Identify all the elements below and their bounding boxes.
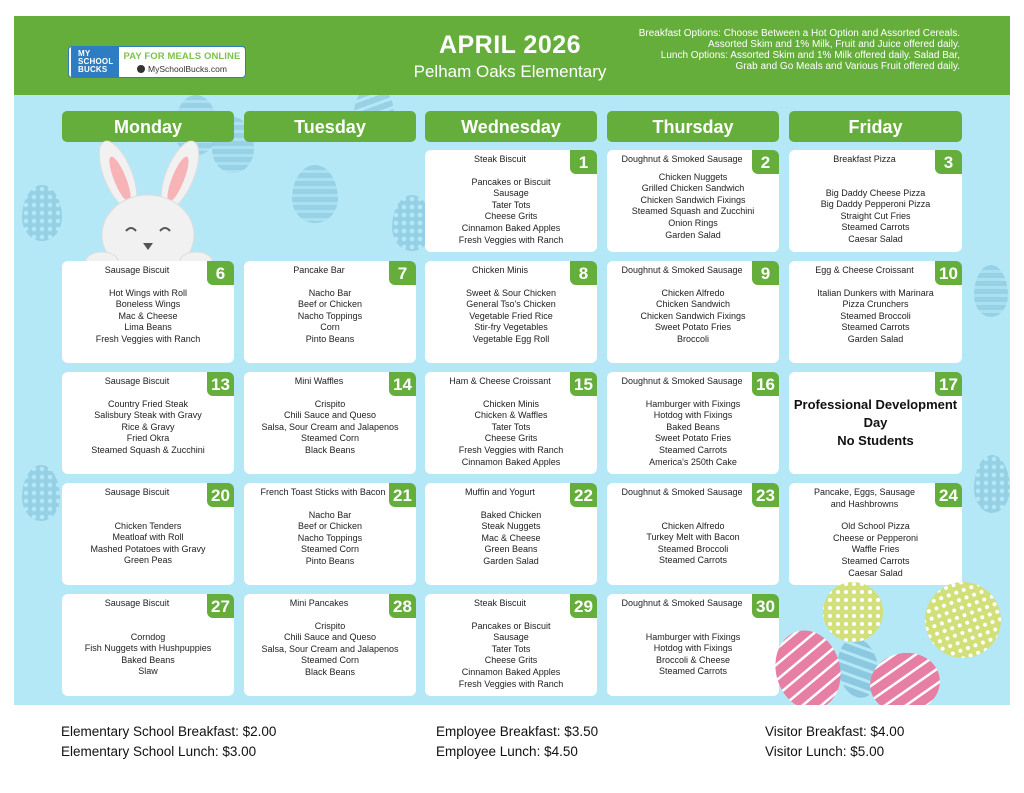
date-badge: 1 [570,150,597,174]
day-header-monday: Monday [62,111,234,142]
day-header-wednesday: Wednesday [425,111,597,142]
lunch-list [789,188,962,246]
date-badge: 27 [207,594,234,618]
myschoolbucks-logo[interactable] [68,46,246,78]
logo-brand-line: MY [78,49,91,58]
day-cell-24 [789,483,962,585]
lunch-item: Pinto Beans [305,333,355,344]
date-badge: 6 [207,261,234,285]
day-cell-9 [607,261,779,363]
lunch-item: Nacho Bar [308,509,352,520]
breakfast-item: Sausage Biscuit [104,598,170,608]
egg-icon [292,165,338,223]
day-header-friday: Friday [789,111,962,142]
logo-url-text: MySchoolBucks.com [148,64,227,74]
date-badge: 13 [207,372,234,396]
lunch-item: Cheese Grits [484,433,538,444]
lunch-item: Steamed Corn [300,544,360,555]
date-badge: 20 [207,483,234,507]
lunch-list [62,399,234,457]
note-line: Lunch Options: Assorted Skim and 1% Milk offered daily. Salad Bar, [660,50,960,61]
lunch-list [425,177,597,247]
lunch-item: Fresh Veggies with Ranch [95,333,201,344]
lunch-item: Baked Chicken [480,509,542,520]
day-cell-10 [789,261,962,363]
lunch-item: Steamed Carrots [658,666,728,677]
day-cell-22 [425,483,597,585]
price-line: Elementary School Breakfast: $2.00 [61,724,277,739]
lunch-item: Nacho Bar [308,287,352,298]
lunch-item: Sausage [493,188,529,199]
logo-tagline: PAY FOR MEALS ONLINE [123,51,241,62]
lunch-item: Hotdog with Fixings [653,643,733,654]
lunch-item: Tater Tots [491,199,531,210]
date-badge: 22 [570,483,597,507]
day-cell-6 [62,261,234,363]
lunch-item: General Tso's Chicken [466,299,556,310]
egg-icon [974,265,1008,317]
price-line: Visitor Breakfast: $4.00 [765,724,905,739]
lunch-item: Broccoli & Cheese [655,654,731,665]
note-line: Grab and Go Meals and Various Fruit offered daily. [735,61,960,72]
lunch-list [789,288,962,346]
lunch-item: Pancakes or Biscuit [471,176,551,187]
lunch-item: Cheese Grits [484,655,538,666]
lunch-item: Straight Cut Fries [840,210,911,221]
lunch-item: Chicken Nuggets [658,171,728,182]
lunch-item: Steamed Carrots [841,322,910,333]
lunch-item: Big Daddy Pepperoni Pizza [820,199,931,210]
lunch-item: Corn [320,322,340,333]
lunch-item: Fish Nuggets with Hushpuppies [84,643,212,654]
date-badge: 30 [752,594,779,618]
link-icon [137,65,145,73]
lunch-item: Big Daddy Cheese Pizza [825,187,926,198]
breakfast-item: Pancake Bar [293,265,345,275]
breakfast-item: Muffin and Yogurt [465,487,535,497]
lunch-item: Steamed Broccoli [657,543,729,554]
lunch-item: Steamed Squash & Zucchini [91,444,205,455]
logo-brand-block [69,47,119,77]
lunch-item: Cheese Grits [484,211,538,222]
price-line: Elementary School Lunch: $3.00 [61,744,257,759]
lunch-item: Cinnamon Baked Apples [461,456,561,467]
price-line: Visitor Lunch: $5.00 [765,744,885,759]
lunch-list [425,288,597,346]
lunch-item: Steamed Carrots [841,555,910,566]
lunch-item: Rice & Gravy [121,421,175,432]
lunch-item: Boneless Wings [115,299,181,310]
note-line: Breakfast Options: Choose Between a Hot Option and Assorted Cereals. [638,28,960,39]
lunch-item: Meatloaf with Roll [112,532,184,543]
note-line: Assorted Skim and 1% Milk, Fruit and Juice offered daily. [708,39,960,50]
lunch-item: Chicken Alfredo [661,520,725,531]
lunch-list [607,288,779,346]
lunch-item: Tater Tots [491,421,531,432]
lunch-item: Chicken Alfredo [661,287,725,298]
lunch-item: Broccoli [676,333,709,344]
lunch-item: Black Beans [304,444,356,455]
date-badge: 14 [389,372,416,396]
day-cell-30 [607,594,779,696]
lunch-item: Hotdog with Fixings [653,410,733,421]
lunch-item: Green Peas [123,555,173,566]
lunch-item: Caesar Salad [848,567,903,578]
date-badge: 2 [752,150,779,174]
lunch-item: Steamed Broccoli [840,310,911,321]
lunch-item: Tater Tots [491,643,531,654]
logo-url[interactable] [119,64,245,74]
lunch-item: Sweet Potato Fries [654,433,732,444]
lunch-item: Garden Salad [847,333,904,344]
lunch-item: Cinnamon Baked Apples [461,666,561,677]
lunch-item: Baked Beans [121,654,175,665]
day-cell-7 [244,261,416,363]
date-badge: 7 [389,261,416,285]
day-cell-29 [425,594,597,696]
no-school-notice [789,396,962,450]
day-cell-16 [607,372,779,474]
lunch-item: Steamed Carrots [658,444,728,455]
lunch-list [425,510,597,568]
day-cell-8 [425,261,597,363]
lunch-item: Steak Nuggets [481,521,541,532]
lunch-item: Hamburger with Fixings [645,631,741,642]
day-cell-20 [62,483,234,585]
lunch-item: Chicken Minis [482,398,540,409]
date-badge: 21 [389,483,416,507]
lunch-list [244,288,416,346]
lunch-list [62,632,234,678]
notice-line: No Students [837,433,914,448]
lunch-list [607,632,779,678]
lunch-item: Turkey Melt with Bacon [646,532,740,543]
lunch-item: Grilled Chicken Sandwich [641,183,745,194]
date-badge: 10 [935,261,962,285]
lunch-item: Cinnamon Baked Apples [461,222,561,233]
breakfast-item: Sausage Biscuit [104,265,170,275]
date-badge: 16 [752,372,779,396]
lunch-item: Salsa, Sour Cream and Jalapenos [261,643,399,654]
easter-eggs-icon [770,580,1015,705]
breakfast-line: Pancake, Eggs, Sausage [813,487,916,497]
lunch-item: Stir-fry Vegetables [474,322,548,333]
logo-brand-line: BUCKS [78,65,108,74]
lunch-list [244,510,416,568]
lunch-list [244,399,416,457]
lunch-item: Steamed Carrots [658,555,728,566]
day-cell-21 [244,483,416,585]
date-badge: 3 [935,150,962,174]
breakfast-item: Sausage Biscuit [104,487,170,497]
breakfast-item: Doughnut & Smoked Sausage [621,265,743,275]
lunch-item: Mashed Potatoes with Gravy [90,543,206,554]
breakfast-line: and Hashbrowns [830,498,899,509]
egg-icon [974,455,1010,513]
lunch-item: Mac & Cheese [118,310,178,321]
price-line: Employee Lunch: $4.50 [436,744,578,759]
lunch-list [244,621,416,679]
lunch-item: Pancakes or Biscuit [471,620,551,631]
day-cell-1 [425,150,597,252]
lunch-item: Beef or Chicken [297,299,363,310]
date-badge: 28 [389,594,416,618]
visitor-prices [765,722,904,762]
lunch-item: Sweet & Sour Chicken [465,287,557,298]
day-cell-14 [244,372,416,474]
bunny-icon [80,133,220,265]
lunch-item: Steamed Corn [300,655,360,666]
day-header-thursday: Thursday [607,111,779,142]
lunch-item: Salsa, Sour Cream and Jalapenos [261,421,399,432]
lunch-list [425,621,597,691]
lunch-list [607,172,779,242]
lunch-item: America's 250th Cake [649,456,737,467]
lunch-item: Onion Rings [668,217,718,228]
lunch-item: Baked Beans [666,421,720,432]
day-header-tuesday: Tuesday [244,111,416,142]
day-cell-2 [607,150,779,252]
lunch-item: Crispito [314,620,346,631]
lunch-item: Green Beans [484,544,538,555]
lunch-list [607,521,779,567]
date-badge: 17 [935,372,962,396]
date-badge: 23 [752,483,779,507]
breakfast-item: Breakfast Pizza [833,154,896,164]
date-badge: 29 [570,594,597,618]
day-cell-13 [62,372,234,474]
lunch-item: Vegetable Fried Rice [469,310,553,321]
breakfast-item: Ham & Cheese Croissant [449,376,551,386]
date-badge: 8 [570,261,597,285]
notice-line: Day [863,415,888,430]
date-badge: 15 [570,372,597,396]
lunch-item: Fried Okra [126,433,170,444]
lunch-item: Chili Sauce and Queso [283,410,377,421]
breakfast-item: Steak Biscuit [473,598,527,608]
day-cell-15 [425,372,597,474]
lunch-item: Chicken Sandwich Fixings [640,194,746,205]
lunch-item: Garden Salad [483,555,539,566]
lunch-item: Steamed Squash and Zucchini [631,206,755,217]
lunch-item: Crispito [314,398,346,409]
breakfast-item: Sausage Biscuit [104,376,170,386]
lunch-item: Fresh Veggies with Ranch [458,444,564,455]
lunch-item: Hamburger with Fixings [645,398,741,409]
lunch-item: Chicken Sandwich [655,299,731,310]
lunch-item: Garden Salad [665,229,721,240]
egg-icon [22,185,62,241]
student-prices [61,722,276,762]
lunch-item: Pizza Crunchers [842,299,909,310]
lunch-item: Caesar Salad [848,233,903,244]
lunch-item: Hot Wings with Roll [108,287,188,298]
lunch-item: Steamed Corn [300,433,360,444]
breakfast-item: French Toast Sticks with Bacon [260,487,386,497]
breakfast-item: Doughnut & Smoked Sausage [621,598,743,608]
page-title: APRIL 2026 [438,31,582,59]
logo-brand-line: SCHOOL [78,57,114,66]
date-badge: 9 [752,261,779,285]
day-cell-28 [244,594,416,696]
notice-line: Professional Development [793,397,958,412]
employee-prices [436,722,598,762]
breakfast-item: Mini Pancakes [289,598,349,608]
lunch-item: Chicken Tenders [114,520,182,531]
lunch-item: Corndog [130,631,166,642]
lunch-item: Chili Sauce and Queso [283,632,377,643]
lunch-item: Chicken Sandwich Fixings [640,310,746,321]
school-name: Pelham Oaks Elementary [413,62,607,81]
lunch-item: Waffle Fries [851,544,900,555]
meal-options-notes [600,28,960,72]
lunch-item: Lima Beans [124,322,172,333]
lunch-item: Fresh Veggies with Ranch [458,678,564,689]
breakfast-item: Doughnut & Smoked Sausage [621,487,743,497]
lunch-item: Steamed Carrots [841,222,910,233]
day-cell-27 [62,594,234,696]
breakfast-item: Mini Waffles [294,376,344,386]
breakfast-item: Doughnut & Smoked Sausage [621,376,743,386]
lunch-item: Mac & Cheese [481,532,541,543]
lunch-item: Old School Pizza [841,521,910,532]
lunch-list [62,288,234,346]
breakfast-item: Steak Biscuit [473,154,527,164]
lunch-item: Beef or Chicken [297,521,363,532]
lunch-item: Black Beans [304,666,356,677]
lunch-item: Salisbury Steak with Gravy [94,410,202,421]
lunch-list [62,521,234,567]
day-cell-17 [789,372,962,474]
lunch-item: Fresh Veggies with Ranch [458,234,564,245]
lunch-item: Pinto Beans [305,555,355,566]
lunch-item: Slaw [138,666,158,677]
price-line: Employee Breakfast: $3.50 [436,724,599,739]
lunch-item: Italian Dunkers with Marinara [817,287,934,298]
lunch-list [607,399,779,469]
lunch-item: Country Fried Steak [107,398,189,409]
lunch-list [789,521,962,579]
egg-icon [22,465,60,521]
lunch-item: Vegetable Egg Roll [472,333,550,344]
day-cell-3 [789,150,962,252]
date-badge: 24 [935,483,962,507]
breakfast-item: Doughnut & Smoked Sausage [621,154,743,164]
breakfast-item: Chicken Minis [471,265,529,275]
lunch-list [425,399,597,469]
lunch-item: Sausage [493,632,529,643]
lunch-item: Nacho Toppings [297,310,363,321]
lunch-item: Nacho Toppings [297,532,363,543]
lunch-item: Sweet Potato Fries [654,322,732,333]
lunch-item: Chicken & Waffles [474,410,548,421]
day-cell-23 [607,483,779,585]
lunch-item: Cheese or Pepperoni [832,532,919,543]
breakfast-item: Egg & Cheese Croissant [815,265,914,275]
